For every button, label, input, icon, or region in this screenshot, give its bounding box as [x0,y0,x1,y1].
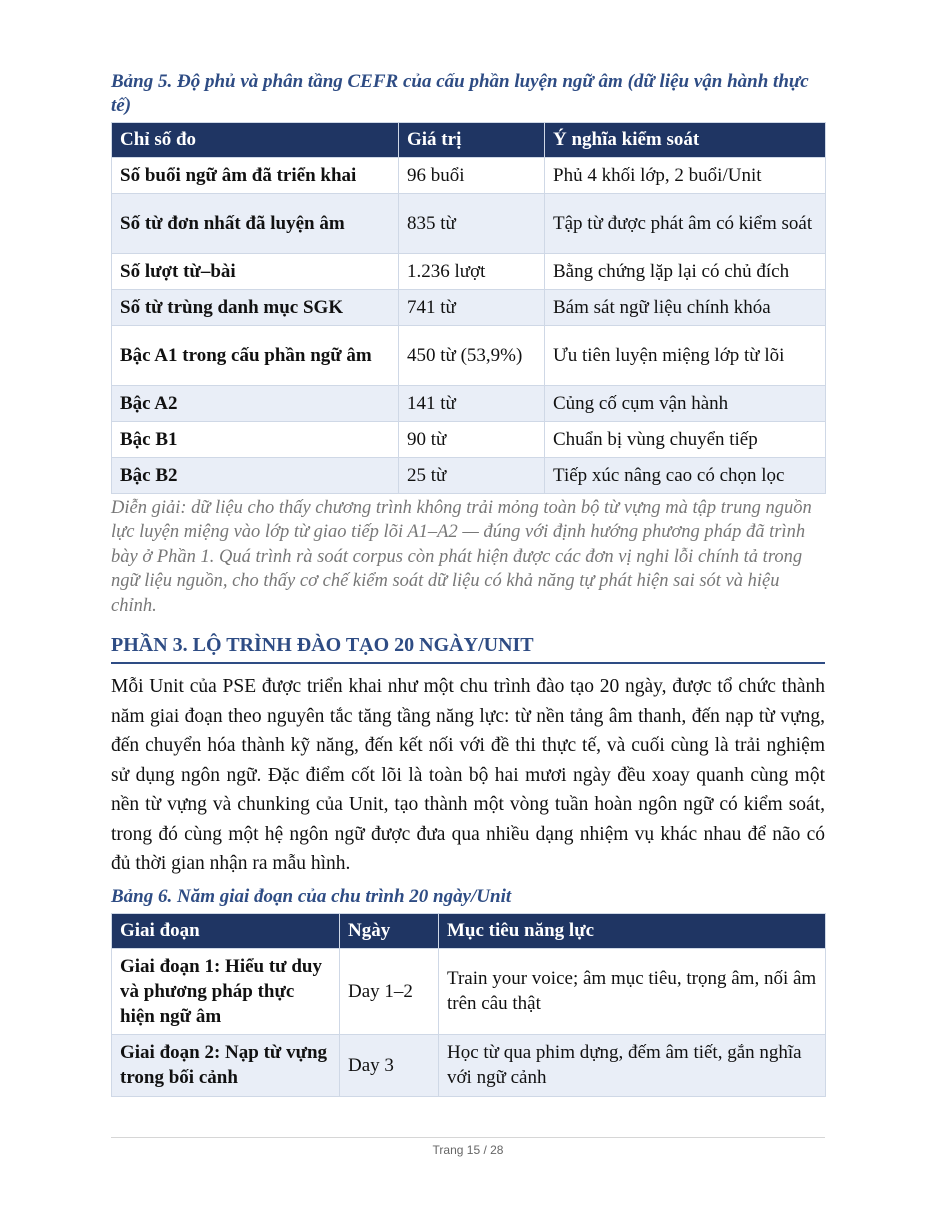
table5 [111,122,826,494]
value-cell: 141 từ [399,386,545,422]
value-cell: 835 từ [399,194,545,254]
table5-header-row [112,123,826,158]
table-row [112,290,826,326]
table6-caption: Bảng 6. Năm giai đoạn của chu trình 20 ngày/Unit [111,885,512,907]
table-row [112,1034,826,1096]
table6-header-cell: Mục tiêu năng lực [439,913,826,948]
metric-cell: Số lượt từ–bài [112,254,399,290]
table6-header-cell: Giai đoạn [112,913,340,948]
metric-cell: Bậc B1 [112,422,399,458]
meaning-cell: Bám sát ngữ liệu chính khóa [545,290,826,326]
day-cell: Day 1–2 [340,948,439,1034]
value-cell: 96 buổi [399,158,545,194]
page-number: Trang 15 / 28 [432,1143,504,1157]
document-page [111,70,825,1097]
interpretation-note: Diễn giải: dữ liệu cho thấy chương trình không trải mỏng toàn bộ từ vựng mà tập trung nguồn lực luyện miệng vào lớp từ giao tiếp lõi A1–A2 — đúng với định hướng phương pháp đã trình bày ở Phần 1. Quá trình rà soát corpus còn phát hiện được các đơn vị nghi lỗi chính tả trong ngữ liệu nguồn, cho thấy cơ chế kiểm soát dữ liệu có khả năng tự phát hiện sai sót và hiệu chỉnh. [111,498,812,616]
stage-cell: Giai đoạn 1: Hiểu tư duy và phương pháp thực hiện ngữ âm [112,948,340,1034]
metric-cell: Số từ trùng danh mục SGK [112,290,399,326]
metric-cell: Số buổi ngữ âm đã triển khai [112,158,399,194]
table5-header-cell: Chỉ số đo [112,123,399,158]
value-cell: 90 từ [399,422,545,458]
goal-cell: Train your voice; âm mục tiêu, trọng âm, nối âm trên câu thật [439,948,826,1034]
table-row [112,194,826,254]
metric-cell: Số từ đơn nhất đã luyện âm [112,194,399,254]
goal-cell: Học từ qua phim dựng, đếm âm tiết, gắn nghĩa với ngữ cảnh [439,1034,826,1096]
table5-header-cell: Ý nghĩa kiểm soát [545,123,826,158]
meaning-cell: Tập từ được phát âm có kiểm soát [545,194,826,254]
table6 [111,913,826,1097]
meaning-cell: Bằng chứng lặp lại có chủ đích [545,254,826,290]
table-row [112,948,826,1034]
table-row [112,458,826,494]
section-heading: PHẦN 3. LỘ TRÌNH ĐÀO TẠO 20 NGÀY/UNIT [111,634,825,664]
value-cell: 741 từ [399,290,545,326]
meaning-cell: Phủ 4 khối lớp, 2 buổi/Unit [545,158,826,194]
table6-header-cell: Ngày [340,913,439,948]
meaning-cell: Tiếp xúc nâng cao có chọn lọc [545,458,826,494]
table-row [112,326,826,386]
meaning-cell: Củng cố cụm vận hành [545,386,826,422]
day-cell: Day 3 [340,1034,439,1096]
body-paragraph: Mỗi Unit của PSE được triển khai như một chu trình đào tạo 20 ngày, được tổ chức thành năm giai đoạn theo nguyên tắc tăng tầng năng lực: từ nền tảng âm thanh, đến nạp từ vựng, đến chuyển hóa thành kỹ năng, đến kết nối với đề thi thực tế, và cuối cùng là trải nghiệm sử dụng ngôn ngữ. Đặc điểm cốt lõi là toàn bộ hai mươi ngày đều xoay quanh cùng một nền từ vựng và chunking của Unit, tạo thành một vòng tuần hoàn ngôn ngữ có kiểm soát, trong đó cùng một hệ ngôn ngữ được đưa qua nhiều dạng nhiệm vụ khác nhau để não có đủ thời gian nhận ra mẫu hình. [111,676,825,875]
table-row [112,386,826,422]
stage-cell: Giai đoạn 2: Nạp từ vựng trong bối cảnh [112,1034,340,1096]
table5-header-cell: Giá trị [399,123,545,158]
metric-cell: Bậc A2 [112,386,399,422]
value-cell: 1.236 lượt [399,254,545,290]
table5-caption: Bảng 5. Độ phủ và phân tầng CEFR của cấu phần luyện ngữ âm (dữ liệu vận hành thực tế) [111,71,809,116]
meaning-cell: Ưu tiên luyện miệng lớp từ lõi [545,326,826,386]
metric-cell: Bậc B2 [112,458,399,494]
value-cell: 450 từ (53,9%) [399,326,545,386]
value-cell: 25 từ [399,458,545,494]
metric-cell: Bậc A1 trong cấu phần ngữ âm [112,326,399,386]
table-row [112,422,826,458]
table-row [112,158,826,194]
page-footer [111,1137,825,1157]
table6-header-row [112,913,826,948]
meaning-cell: Chuẩn bị vùng chuyển tiếp [545,422,826,458]
table-row [112,254,826,290]
